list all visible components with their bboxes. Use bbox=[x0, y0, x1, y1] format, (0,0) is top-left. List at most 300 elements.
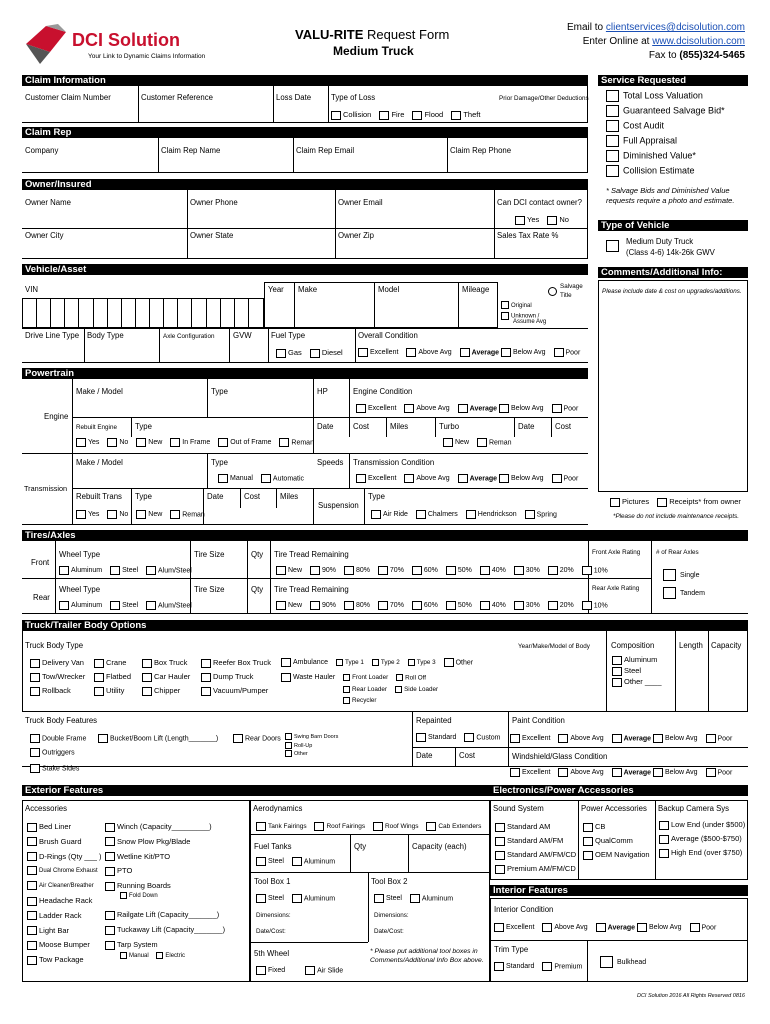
tread-checkbox[interactable] bbox=[514, 566, 524, 575]
outriggers-option[interactable] bbox=[30, 748, 75, 758]
accessory-checkbox[interactable] bbox=[27, 956, 37, 965]
roll-off-checkbox[interactable] bbox=[396, 674, 403, 681]
reman-checkbox[interactable] bbox=[279, 438, 289, 447]
accessory-option[interactable] bbox=[27, 881, 102, 896]
no-label: No bbox=[119, 511, 129, 519]
tread-checkbox[interactable] bbox=[582, 566, 592, 575]
bucket-checkbox[interactable] bbox=[98, 734, 108, 743]
model-input[interactable] bbox=[374, 282, 459, 328]
type1-checkbox[interactable] bbox=[336, 659, 343, 666]
medium-duty-checkbox[interactable] bbox=[606, 240, 619, 252]
body-checkbox[interactable] bbox=[30, 673, 40, 682]
air-ride-label: Air Ride bbox=[383, 511, 408, 519]
accessory-option[interactable] bbox=[105, 852, 212, 867]
accessory-option[interactable] bbox=[27, 940, 102, 955]
standard-checkbox[interactable] bbox=[416, 733, 426, 742]
tread-checkbox[interactable] bbox=[344, 601, 354, 610]
backup-checkbox[interactable] bbox=[659, 835, 669, 844]
salvage-label: Salvage bbox=[560, 283, 583, 290]
accessory-option[interactable] bbox=[27, 911, 102, 926]
body-checkbox[interactable] bbox=[201, 659, 211, 668]
poor-checkbox[interactable] bbox=[706, 768, 716, 777]
tread-checkbox[interactable] bbox=[582, 601, 592, 610]
below-avg-checkbox[interactable] bbox=[653, 734, 663, 743]
service-item[interactable] bbox=[606, 150, 725, 165]
engine-type-label: Type bbox=[211, 387, 228, 396]
swing-checkbox[interactable] bbox=[285, 733, 292, 740]
average-checkbox[interactable] bbox=[458, 474, 468, 483]
single-checkbox[interactable] bbox=[663, 569, 676, 581]
tread-checkbox[interactable] bbox=[514, 601, 524, 610]
trans-type-label: Type bbox=[211, 458, 228, 467]
bulkhead-option[interactable] bbox=[600, 956, 646, 968]
poor-checkbox[interactable] bbox=[554, 348, 564, 357]
accessory-label: Bed Liner bbox=[39, 822, 72, 831]
electric-tarp-checkbox[interactable] bbox=[156, 952, 163, 959]
service-item[interactable] bbox=[606, 120, 725, 135]
accessory-option[interactable] bbox=[105, 837, 212, 852]
front-loader-label: Front Loader bbox=[352, 674, 389, 682]
flood-checkbox[interactable] bbox=[412, 111, 422, 120]
rear-doors-checkbox[interactable] bbox=[233, 734, 243, 743]
above-avg-checkbox[interactable] bbox=[404, 474, 414, 483]
contact-no-checkbox[interactable] bbox=[547, 216, 557, 225]
recycler-checkbox[interactable] bbox=[343, 697, 350, 704]
spring-checkbox[interactable] bbox=[525, 510, 535, 519]
accessories-col1 bbox=[27, 822, 102, 970]
new-label: New bbox=[148, 439, 163, 447]
body-checkbox[interactable] bbox=[201, 673, 211, 682]
email-link[interactable]: clientservices@dcisolution.com bbox=[605, 22, 745, 33]
body-option[interactable] bbox=[30, 658, 85, 672]
out-frame-checkbox[interactable] bbox=[218, 438, 228, 447]
aluminum-option[interactable] bbox=[612, 655, 662, 666]
accessory-checkbox[interactable] bbox=[27, 823, 37, 832]
waste-checkbox[interactable] bbox=[281, 673, 291, 682]
excellent-checkbox[interactable] bbox=[358, 348, 368, 357]
body-option[interactable] bbox=[30, 672, 85, 686]
tread-checkbox[interactable] bbox=[480, 566, 490, 575]
body-option[interactable] bbox=[30, 686, 85, 700]
average-label: Average bbox=[623, 735, 652, 743]
average-checkbox[interactable] bbox=[612, 734, 622, 743]
tread-checkbox[interactable] bbox=[310, 601, 320, 610]
tread-checkbox[interactable] bbox=[548, 566, 558, 575]
body-checkbox[interactable] bbox=[142, 659, 152, 668]
service-checkbox[interactable] bbox=[606, 135, 619, 147]
tread-checkbox[interactable] bbox=[446, 601, 456, 610]
double-frame-checkbox[interactable] bbox=[30, 734, 40, 743]
tread-checkbox[interactable] bbox=[276, 566, 286, 575]
average-checkbox[interactable] bbox=[460, 348, 470, 357]
body-checkbox[interactable] bbox=[142, 687, 152, 696]
air-slide-checkbox[interactable] bbox=[305, 966, 315, 975]
receipts-checkbox[interactable] bbox=[657, 498, 667, 507]
accessory-checkbox[interactable] bbox=[105, 837, 115, 846]
aluminum-label: Aluminum bbox=[303, 895, 336, 903]
bulkhead-label: Bulkhead bbox=[617, 958, 647, 966]
tool2-dimensions: Dimensions: bbox=[374, 912, 409, 919]
front-loader-checkbox[interactable] bbox=[343, 674, 350, 681]
year-input[interactable] bbox=[264, 282, 295, 328]
swing-option[interactable] bbox=[285, 733, 338, 742]
fuel-capacity-label: Capacity (each) bbox=[412, 842, 467, 851]
body-option[interactable] bbox=[94, 658, 131, 672]
cab-ext-checkbox[interactable] bbox=[426, 822, 436, 831]
tread-checkbox[interactable] bbox=[548, 601, 558, 610]
customer-claim-label: Customer Claim Number bbox=[25, 93, 111, 102]
power-option[interactable] bbox=[583, 822, 650, 836]
repaint-options bbox=[416, 733, 501, 743]
chalmers-checkbox[interactable] bbox=[416, 510, 426, 519]
above-avg-checkbox[interactable] bbox=[406, 348, 416, 357]
power-checkbox[interactable] bbox=[583, 823, 593, 832]
accessory-option[interactable] bbox=[27, 926, 102, 941]
new-checkbox[interactable] bbox=[136, 510, 146, 519]
steel-option[interactable] bbox=[612, 666, 662, 677]
aluminum-checkbox[interactable] bbox=[612, 656, 622, 665]
comments-box[interactable] bbox=[598, 280, 748, 492]
accessory-checkbox[interactable] bbox=[27, 866, 37, 875]
above-avg-checkbox[interactable] bbox=[558, 768, 568, 777]
poor-checkbox[interactable] bbox=[552, 404, 562, 413]
rollup-option[interactable] bbox=[285, 742, 338, 751]
body-option[interactable] bbox=[142, 672, 190, 686]
alum-steel-checkbox[interactable] bbox=[146, 601, 156, 610]
roof-fairings-checkbox[interactable] bbox=[314, 822, 324, 831]
poor-checkbox[interactable] bbox=[552, 474, 562, 483]
service-checkbox[interactable] bbox=[606, 90, 619, 102]
air-ride-checkbox[interactable] bbox=[371, 510, 381, 519]
body-option[interactable] bbox=[201, 672, 271, 686]
power-checkbox[interactable] bbox=[583, 837, 593, 846]
rollup-label: Roll-Up bbox=[294, 742, 313, 749]
fold-down-checkbox[interactable] bbox=[120, 892, 127, 899]
below-avg-checkbox[interactable] bbox=[499, 404, 509, 413]
steel-checkbox[interactable] bbox=[612, 667, 622, 676]
aluminum-checkbox[interactable] bbox=[410, 894, 420, 903]
turbo-new-checkbox[interactable] bbox=[443, 438, 453, 447]
turbo-date-label: Date bbox=[518, 422, 535, 431]
aluminum-checkbox[interactable] bbox=[292, 857, 302, 866]
service-item[interactable] bbox=[606, 90, 725, 105]
no-checkbox[interactable] bbox=[107, 510, 117, 519]
aluminum-checkbox[interactable] bbox=[59, 566, 69, 575]
aluminum-checkbox[interactable] bbox=[59, 601, 69, 610]
roof-wings-label: Roof Wings bbox=[384, 823, 419, 831]
power-checkbox[interactable] bbox=[583, 851, 593, 860]
excellent-checkbox[interactable] bbox=[356, 474, 366, 483]
collision-checkbox[interactable] bbox=[331, 111, 341, 120]
suspension-type-label: Type bbox=[368, 492, 385, 501]
bucket-option[interactable] bbox=[98, 734, 218, 744]
below-avg-checkbox[interactable] bbox=[501, 348, 511, 357]
online-link[interactable]: www.dcisolution.com bbox=[652, 36, 745, 47]
accessory-checkbox[interactable] bbox=[27, 881, 37, 890]
accessory-checkbox[interactable] bbox=[27, 926, 37, 935]
no-label: No bbox=[119, 439, 129, 447]
unknown-checkbox[interactable] bbox=[501, 312, 509, 320]
service-item[interactable] bbox=[606, 105, 725, 120]
backup-checkbox[interactable] bbox=[659, 821, 669, 830]
service-checkbox[interactable] bbox=[606, 150, 619, 162]
accessory-label: D-Rings (Qty ___ ) bbox=[39, 851, 102, 861]
original-checkbox[interactable] bbox=[501, 301, 509, 309]
owner-city-label: Owner City bbox=[25, 231, 64, 240]
accessory-option[interactable] bbox=[27, 896, 102, 911]
accessory-option[interactable] bbox=[27, 866, 102, 881]
contact-yes-checkbox[interactable] bbox=[515, 216, 525, 225]
fire-checkbox[interactable] bbox=[379, 111, 389, 120]
accessory-checkbox[interactable] bbox=[27, 852, 37, 861]
turbo-reman-checkbox[interactable] bbox=[477, 438, 487, 447]
backup-option[interactable] bbox=[659, 834, 745, 848]
fuel-options bbox=[276, 348, 343, 358]
accessory-option[interactable] bbox=[27, 852, 102, 867]
accessory-option[interactable] bbox=[27, 955, 102, 970]
excellent-checkbox[interactable] bbox=[356, 404, 366, 413]
rollup-checkbox[interactable] bbox=[285, 742, 292, 749]
body-option[interactable] bbox=[94, 686, 131, 700]
accessory-checkbox[interactable] bbox=[27, 897, 37, 906]
sound-option[interactable] bbox=[495, 822, 576, 836]
vin-input[interactable] bbox=[22, 298, 264, 328]
logo bbox=[22, 22, 232, 70]
tread-checkbox[interactable] bbox=[276, 601, 286, 610]
body-option[interactable] bbox=[201, 658, 271, 672]
service-checkbox[interactable] bbox=[606, 165, 619, 177]
in-frame-checkbox[interactable] bbox=[170, 438, 180, 447]
excellent-checkbox[interactable] bbox=[510, 734, 520, 743]
alum-steel-checkbox[interactable] bbox=[146, 566, 156, 575]
tandem-option[interactable] bbox=[663, 587, 705, 599]
tool1-material bbox=[256, 894, 335, 904]
sound-checkbox[interactable] bbox=[495, 865, 505, 874]
tread-checkbox[interactable] bbox=[378, 566, 388, 575]
tread-checkbox[interactable] bbox=[446, 566, 456, 575]
bucket-label: Bucket/Boom Lift (Length_______) bbox=[110, 735, 219, 743]
yes-checkbox[interactable] bbox=[76, 438, 86, 447]
tarp-checkbox[interactable] bbox=[105, 941, 115, 950]
service-label: Full Appraisal bbox=[623, 135, 678, 146]
service-checkbox[interactable] bbox=[606, 105, 619, 117]
backup-option[interactable] bbox=[659, 820, 745, 834]
gas-checkbox[interactable] bbox=[276, 349, 286, 358]
sound-option[interactable] bbox=[495, 864, 576, 878]
body-checkbox[interactable] bbox=[94, 687, 104, 696]
service-item[interactable] bbox=[606, 165, 725, 180]
pictures-checkbox[interactable] bbox=[610, 498, 620, 507]
body-option[interactable] bbox=[142, 658, 190, 672]
swing-label: Swing Barn Doors bbox=[294, 734, 339, 740]
sound-checkbox[interactable] bbox=[495, 851, 505, 860]
sound-option[interactable] bbox=[495, 850, 576, 864]
above-avg-checkbox[interactable] bbox=[558, 734, 568, 743]
interior-condition-options bbox=[494, 923, 716, 933]
backup-option[interactable] bbox=[659, 848, 745, 862]
rear-loader-checkbox[interactable] bbox=[343, 686, 350, 693]
average-checkbox[interactable] bbox=[596, 923, 606, 932]
overall-condition-options bbox=[358, 348, 580, 358]
tuckaway-option[interactable] bbox=[105, 925, 225, 935]
roof-fairings-label: Roof Fairings bbox=[326, 823, 366, 831]
aero-label: Aerodynamics bbox=[253, 804, 303, 813]
below-avg-checkbox[interactable] bbox=[499, 474, 509, 483]
poor-checkbox[interactable] bbox=[706, 734, 716, 743]
stake-checkbox[interactable] bbox=[30, 764, 40, 773]
odometer-original[interactable] bbox=[501, 301, 532, 311]
body-checkbox[interactable] bbox=[30, 659, 40, 668]
sound-checkbox[interactable] bbox=[495, 823, 505, 832]
manual-tarp-checkbox[interactable] bbox=[120, 952, 127, 959]
tread-checkbox[interactable] bbox=[344, 566, 354, 575]
aluminum-checkbox[interactable] bbox=[292, 894, 302, 903]
service-header: Service Requested bbox=[598, 75, 748, 86]
reman-checkbox[interactable] bbox=[170, 510, 180, 519]
accessory-checkbox[interactable] bbox=[27, 911, 37, 920]
other-option[interactable] bbox=[612, 677, 662, 688]
claim-rep-phone-label: Claim Rep Phone bbox=[450, 146, 512, 155]
tread-checkbox[interactable] bbox=[310, 566, 320, 575]
single-label: Single bbox=[680, 571, 700, 579]
accessory-checkbox[interactable] bbox=[27, 837, 37, 846]
body-option[interactable] bbox=[142, 686, 190, 700]
tarp-option[interactable] bbox=[105, 940, 158, 950]
service-item[interactable] bbox=[606, 135, 725, 150]
body-checkbox[interactable] bbox=[94, 659, 104, 668]
rebuilt-date-label: Date bbox=[317, 422, 334, 431]
body-option[interactable] bbox=[201, 686, 271, 700]
average-checkbox[interactable] bbox=[458, 404, 468, 413]
fold-down-option[interactable] bbox=[120, 891, 158, 901]
steel-checkbox[interactable] bbox=[256, 894, 266, 903]
body-checkbox[interactable] bbox=[30, 687, 40, 696]
manual-checkbox[interactable] bbox=[218, 474, 228, 483]
above-avg-checkbox[interactable] bbox=[404, 404, 414, 413]
claim-rep-header: Claim Rep bbox=[22, 127, 588, 138]
no-checkbox[interactable] bbox=[107, 438, 117, 447]
excellent-checkbox[interactable] bbox=[494, 923, 504, 932]
average-checkbox[interactable] bbox=[612, 768, 622, 777]
tread-label: 30% bbox=[525, 602, 540, 610]
make-input[interactable] bbox=[294, 282, 375, 328]
accessory-checkbox[interactable] bbox=[105, 867, 115, 876]
railgate-checkbox[interactable] bbox=[105, 911, 115, 920]
premium-checkbox[interactable] bbox=[542, 962, 552, 971]
fixed-checkbox[interactable] bbox=[256, 966, 266, 975]
bulkhead-checkbox[interactable] bbox=[600, 956, 613, 968]
outriggers-checkbox[interactable] bbox=[30, 748, 40, 757]
tread-checkbox[interactable] bbox=[480, 601, 490, 610]
form-title bbox=[295, 27, 449, 42]
accessory-checkbox[interactable] bbox=[105, 823, 115, 832]
side-loader-checkbox[interactable] bbox=[395, 686, 402, 693]
accessory-option[interactable] bbox=[27, 837, 102, 852]
tandem-checkbox[interactable] bbox=[663, 587, 676, 599]
automatic-label: Automatic bbox=[272, 475, 305, 483]
accessory-option[interactable] bbox=[105, 822, 212, 837]
accessory-option[interactable] bbox=[27, 822, 102, 837]
hp-label: HP bbox=[317, 387, 328, 396]
theft-checkbox[interactable] bbox=[451, 111, 461, 120]
new-checkbox[interactable] bbox=[136, 438, 146, 447]
steel-checkbox[interactable] bbox=[110, 566, 120, 575]
sound-option[interactable] bbox=[495, 836, 576, 850]
body-checkbox[interactable] bbox=[142, 673, 152, 682]
roof-wings-checkbox[interactable] bbox=[373, 822, 383, 831]
cab-ext-label: Cab Extenders bbox=[438, 823, 482, 831]
custom-checkbox[interactable] bbox=[464, 733, 474, 742]
tread-checkbox[interactable] bbox=[412, 601, 422, 610]
hendrickson-checkbox[interactable] bbox=[466, 510, 476, 519]
other-body-checkbox[interactable] bbox=[444, 658, 454, 667]
stake-option[interactable] bbox=[30, 764, 79, 774]
yes-checkbox[interactable] bbox=[76, 510, 86, 519]
mileage-input[interactable] bbox=[458, 282, 498, 328]
tread-label: New bbox=[288, 567, 303, 575]
accessory-option[interactable] bbox=[105, 866, 212, 881]
tread-checkbox[interactable] bbox=[412, 566, 422, 575]
power-option[interactable] bbox=[583, 836, 650, 850]
diesel-checkbox[interactable] bbox=[310, 349, 320, 358]
type3-checkbox[interactable] bbox=[408, 659, 415, 666]
other-checkbox[interactable] bbox=[612, 678, 622, 687]
tread-label: New bbox=[288, 602, 303, 610]
backup-checkbox[interactable] bbox=[659, 849, 669, 858]
body-option[interactable] bbox=[94, 672, 131, 686]
body-checkbox[interactable] bbox=[94, 673, 104, 682]
steel-checkbox[interactable] bbox=[256, 857, 266, 866]
below-avg-checkbox[interactable] bbox=[637, 923, 647, 932]
salvage-radio[interactable] bbox=[548, 287, 557, 296]
roll-off-label: Roll Off bbox=[405, 674, 427, 682]
accessory-checkbox[interactable] bbox=[105, 882, 115, 891]
steel-label: Steel bbox=[122, 602, 139, 610]
sound-checkbox[interactable] bbox=[495, 837, 505, 846]
power-option[interactable] bbox=[583, 850, 650, 864]
make-label: Make bbox=[298, 285, 318, 294]
medium-duty-option[interactable] bbox=[606, 240, 623, 252]
can-contact-label: Can DCI contact owner? bbox=[497, 198, 582, 207]
double-frame-option[interactable] bbox=[30, 734, 86, 744]
body-checkbox[interactable] bbox=[201, 687, 211, 696]
above-avg-checkbox[interactable] bbox=[542, 923, 552, 932]
waste-row bbox=[281, 673, 426, 683]
standard-checkbox[interactable] bbox=[494, 962, 504, 971]
tank-fairings-checkbox[interactable] bbox=[256, 822, 266, 831]
type2-checkbox[interactable] bbox=[372, 659, 379, 666]
trans-miles-label: Miles bbox=[280, 492, 299, 501]
rear-doors-option[interactable] bbox=[233, 734, 281, 744]
poor-checkbox[interactable] bbox=[690, 923, 700, 932]
tread-checkbox[interactable] bbox=[378, 601, 388, 610]
average-label: Average bbox=[607, 924, 636, 932]
steel-checkbox[interactable] bbox=[110, 601, 120, 610]
steel-checkbox[interactable] bbox=[374, 894, 384, 903]
accessory-checkbox[interactable] bbox=[27, 941, 37, 950]
single-option[interactable] bbox=[663, 569, 699, 581]
excellent-checkbox[interactable] bbox=[510, 768, 520, 777]
other-door-option[interactable] bbox=[285, 750, 338, 759]
tuckaway-checkbox[interactable] bbox=[105, 926, 115, 935]
accessory-checkbox[interactable] bbox=[105, 852, 115, 861]
railgate-option[interactable] bbox=[105, 910, 219, 920]
service-checkbox[interactable] bbox=[606, 120, 619, 132]
automatic-checkbox[interactable] bbox=[261, 474, 271, 483]
ambulance-checkbox[interactable] bbox=[281, 658, 291, 667]
below-avg-checkbox[interactable] bbox=[653, 768, 663, 777]
other-door-checkbox[interactable] bbox=[285, 750, 292, 757]
